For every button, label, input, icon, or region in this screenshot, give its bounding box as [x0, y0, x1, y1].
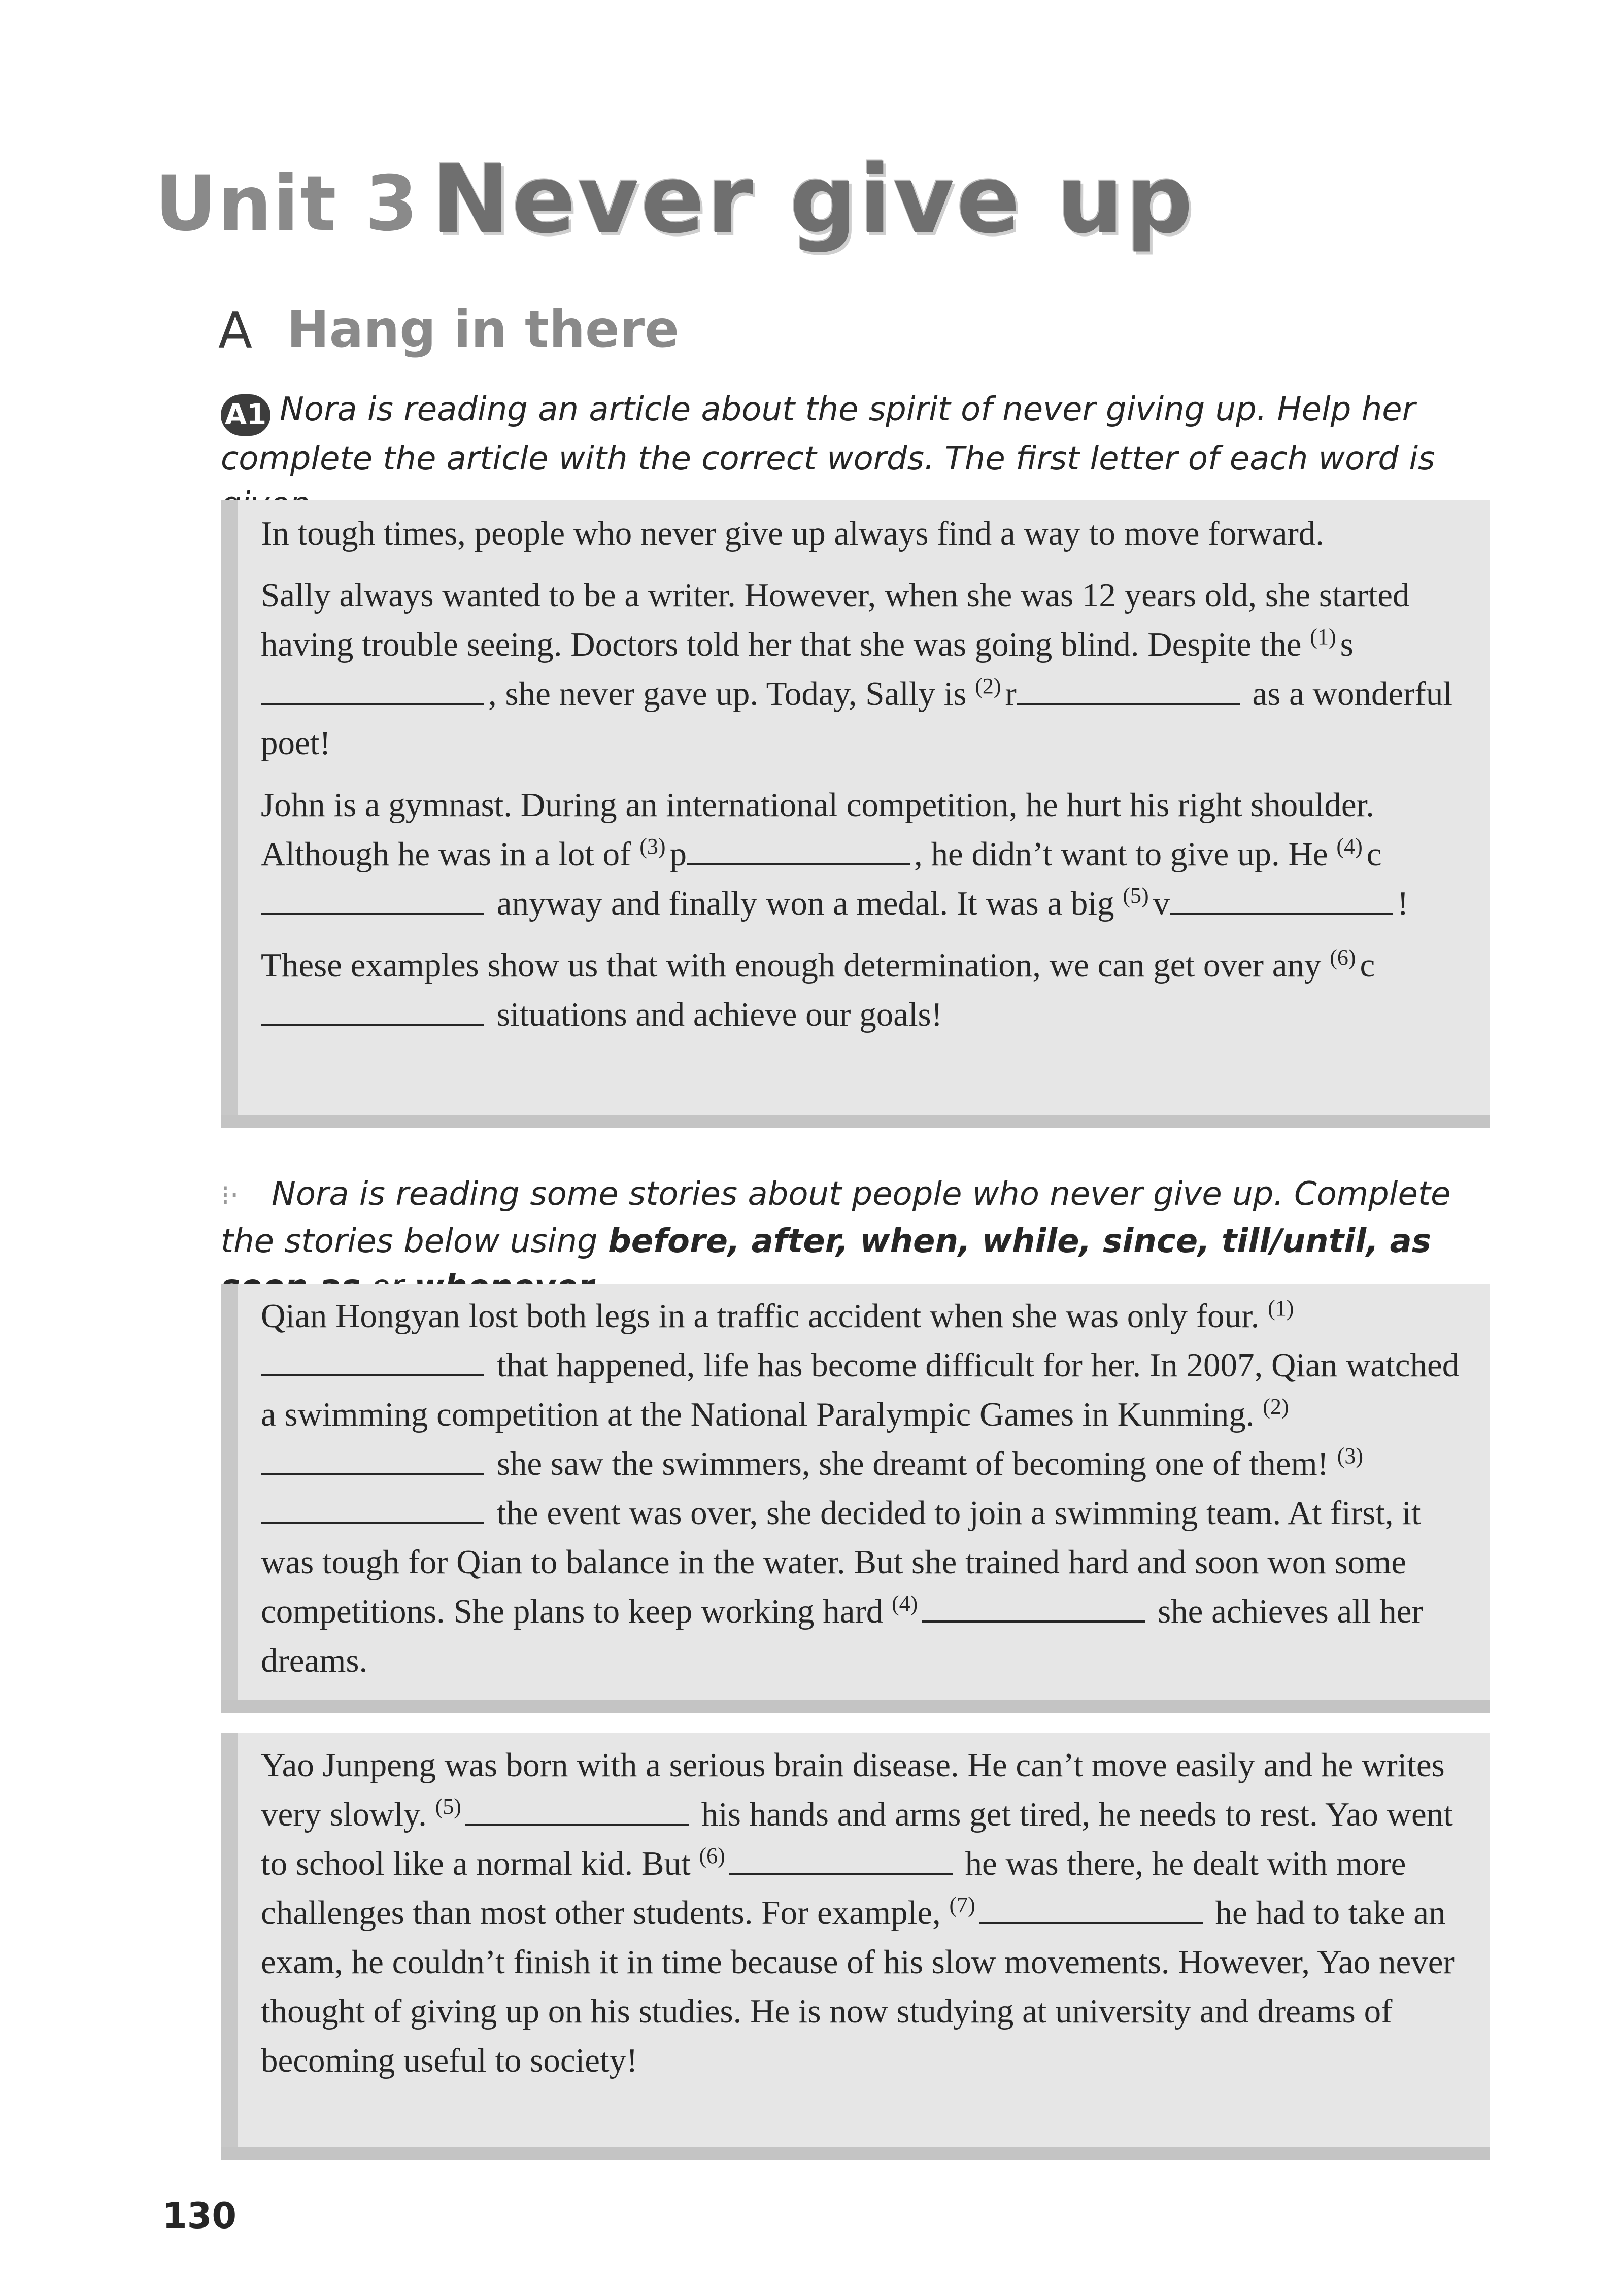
blank-number: (3) — [1337, 1443, 1364, 1468]
answer-blank-4[interactable] — [261, 881, 484, 915]
answer-blank-5[interactable] — [1170, 881, 1393, 915]
blank-number: (6) — [1330, 944, 1356, 970]
section-letter: A — [218, 302, 253, 360]
a2-story-2: Yao Junpeng was born with a serious brain disease. He can’t move easily and he writes very slowly. $^{(5)}$ his hands and arms get tired, he needs to rest. Yao went to school like a normal kid. But $^{(6)}$ he was there, he dealt with more challenges than most other students. For example, $^{(7)}$ he had to take an exam, he couldn’t finish it in time because of his slow movements. However, Yao never thought of giving up on his studies. He is now studying at university and dreams of becoming useful to society! — [261, 1746, 1455, 2079]
answer-blank-a2-7[interactable] — [979, 1890, 1203, 1924]
page-number: 130 — [162, 2195, 237, 2237]
a2-story-panel-1 — [221, 1284, 1490, 1700]
a2-marker-icon: ⁝· — [221, 1179, 239, 1212]
a1-paragraph-2: Sally always wanted to be a writer. However, when she was 12 years old, she started having trouble seeing. Doctors told her that she was going blind. Despite the $^{(1)}$ s, she never gave up. Today, Sally is $^{(2)}$ r as a wonderful poet! — [261, 577, 1452, 762]
a2-story-1: Qian Hongyan lost both legs in a traffic accident when she was only four. $^{(1)}$ that happened, life has become difficult for her. In 2007, Qian watched a swimming competition at the National Paralympic Games in Kunming. $^{(2)}$ she saw the swimmers, she dreamt of becoming one of them! $^{(3)}$ the event was over, she decided to join a swimming team. At first, it was tough for Qian to balance in the water. But she trained hard and soon won some competitions. She plans to keep working hard $^{(4)}$ she achieves all her dreams. — [261, 1295, 1460, 1679]
blank-number: (4) — [892, 1591, 918, 1616]
blank-number: (5) — [435, 1794, 461, 1819]
answer-blank-a2-2[interactable] — [261, 1441, 484, 1475]
a1-paragraph-3: John is a gymnast. During an international competition, he hurt his right shoulder. Although he was in a lot of $^{(3)}$ p , he didn’t want to give up. He $^{(4)}$ c anyway and finally won a medal. It was a big $^{(5)}$ v ! — [261, 786, 1409, 922]
section-title: Hang in there — [287, 299, 679, 359]
unit-title: Never give up — [431, 145, 1195, 254]
answer-blank-a2-1[interactable] — [261, 1343, 484, 1376]
a2-instruction: ⁝· Nora is reading some stories about people who never give up. Complete the stories below using before, after, when, while, since, till/until, as — [221, 1171, 1490, 1310]
blank-number: (1) — [1310, 624, 1336, 649]
answer-blank-3[interactable] — [687, 832, 910, 865]
a2-story-panel-2 — [221, 1733, 1490, 2147]
a1-instruction-text: Nora is reading an article about the spirit of never giving up. Help her complete the article with the correct words. The first letter of each word is — [221, 391, 1435, 478]
blank-number: (4) — [1336, 833, 1363, 859]
answer-blank-a2-6[interactable] — [729, 1841, 953, 1875]
a1-paragraph-1: In tough times, people who never give up always find a way to move forward. — [261, 515, 1325, 552]
a1-badge: A1 — [221, 394, 270, 436]
blank-number: (2) — [975, 673, 1001, 698]
answer-blank-a2-4[interactable] — [922, 1589, 1145, 1623]
blank-number: (2) — [1263, 1394, 1289, 1419]
blank-number: (3) — [639, 833, 666, 859]
answer-blank-6[interactable] — [261, 992, 484, 1026]
answer-blank-1[interactable] — [261, 671, 484, 705]
a1-paragraph-4: These examples show us that with enough determination, we can get over any $^{(6)}$ c situations and achieve our goals! — [261, 944, 1375, 1033]
blank-number: (1) — [1268, 1295, 1294, 1321]
blank-number: (5) — [1123, 883, 1149, 908]
blank-number: (7) — [949, 1892, 975, 1917]
unit-label: Unit 3 — [155, 160, 419, 248]
a1-article-panel — [221, 500, 1490, 1115]
blank-number: (6) — [699, 1843, 725, 1868]
answer-blank-a2-5[interactable] — [465, 1792, 689, 1826]
answer-blank-2[interactable] — [1017, 671, 1240, 705]
answer-blank-a2-3[interactable] — [261, 1491, 484, 1524]
